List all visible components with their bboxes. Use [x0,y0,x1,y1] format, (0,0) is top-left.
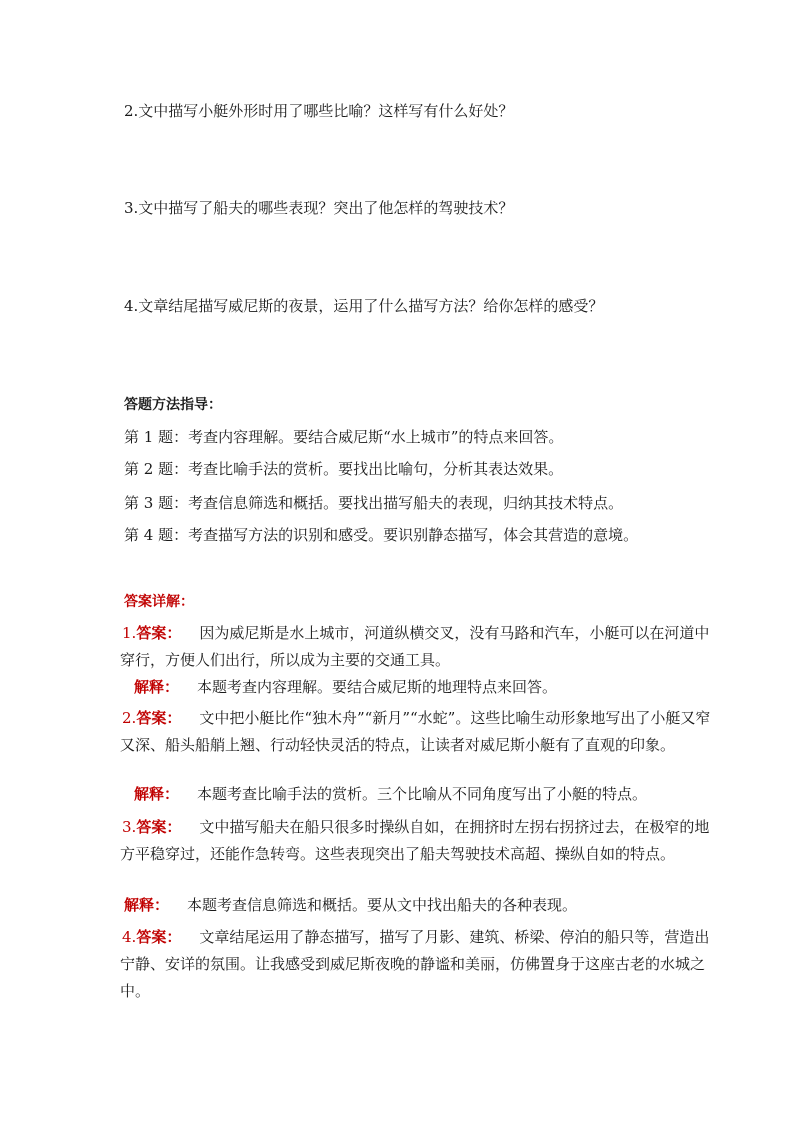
answer-4 [120,924,712,1005]
answer-1 [120,620,712,674]
answer-3-text: 文中描写船夫在船只很多时操纵自如，在拥挤时左拐右拐挤过去，在极窄的地方平稳穿过，还能作急转弯。这些表现突出了船夫驾驶技术高超、操纵自如的特点。 [120,818,710,863]
explain-1-text: 本题考查内容理解。要结合威尼斯的地理特点来回答。 [197,678,558,696]
answers-title: 答案详解： [124,594,194,610]
answer-2 [120,705,712,759]
question-4: 4.文章结尾描写威尼斯的夜景，运用了什么描写方法？给你怎样的感受？ [124,297,604,315]
guide-item-4: 第 4 题：考查描写方法的识别和感受。要识别静态描写，体会其营造的意境。 [124,526,639,544]
answer-2-number: 2. [122,709,137,727]
answer-4-number: 4. [122,928,137,946]
explain-2-text: 本题考查比喻手法的赏析。三个比喻从不同角度写出了小艇的特点。 [197,785,648,803]
answer-3 [120,814,712,868]
answer-1-label: 答案： [136,624,182,642]
answer-3-label: 答案： [136,818,182,836]
guide-item-3: 第 3 题：考查信息筛选和概括。要找出描写船夫的表现，归纳其技术特点。 [124,494,624,512]
answer-4-label: 答案： [136,928,182,946]
explain-2-label: 解释： [134,785,180,803]
answer-1-number: 1. [122,624,137,642]
answer-1-text: 因为威尼斯是水上城市，河道纵横交叉，没有马路和汽车，小艇可以在河道中穿行，方便人们出行，所以成为主要的交通工具。 [120,624,710,669]
guide-item-1: 第 1 题：考查内容理解。要结合威尼斯“水上城市”的特点来回答。 [124,428,564,446]
question-2: 2.文中描写小艇外形时用了哪些比喻？这样写有什么好处？ [124,102,514,120]
question-3: 3.文中描写了船夫的哪些表现？突出了他怎样的驾驶技术？ [124,199,514,217]
guide-item-2: 第 2 题：考查比喻手法的赏析。要找出比喻句，分析其表达效果。 [124,460,564,478]
explain-3 [124,895,577,915]
answer-2-label: 答案： [136,709,182,727]
explain-3-label: 解释： [124,896,170,914]
answer-4-text: 文章结尾运用了静态描写，描写了月影、建筑、桥梁、停泊的船只等，营造出宁静、安详的氛围。让我感受到威尼斯夜晚的静谧和美丽，仿佛置身于这座古老的水城之中。 [120,928,710,1000]
explain-1-label: 解释： [134,678,180,696]
explain-1 [134,677,557,697]
answer-2-text: 文中把小艇比作“独木舟”“新月”“水蛇”。这些比喻生动形象地写出了小艇又窄又深、船头船艄上翘、行动轻快灵活的特点，让读者对威尼斯小艇有了直观的印象。 [120,709,711,754]
answer-3-number: 3. [122,818,137,836]
explain-3-text: 本题考查信息筛选和概括。要从文中找出船夫的各种表现。 [187,896,578,914]
explain-2 [134,784,647,804]
guide-title: 答题方法指导： [124,397,222,413]
